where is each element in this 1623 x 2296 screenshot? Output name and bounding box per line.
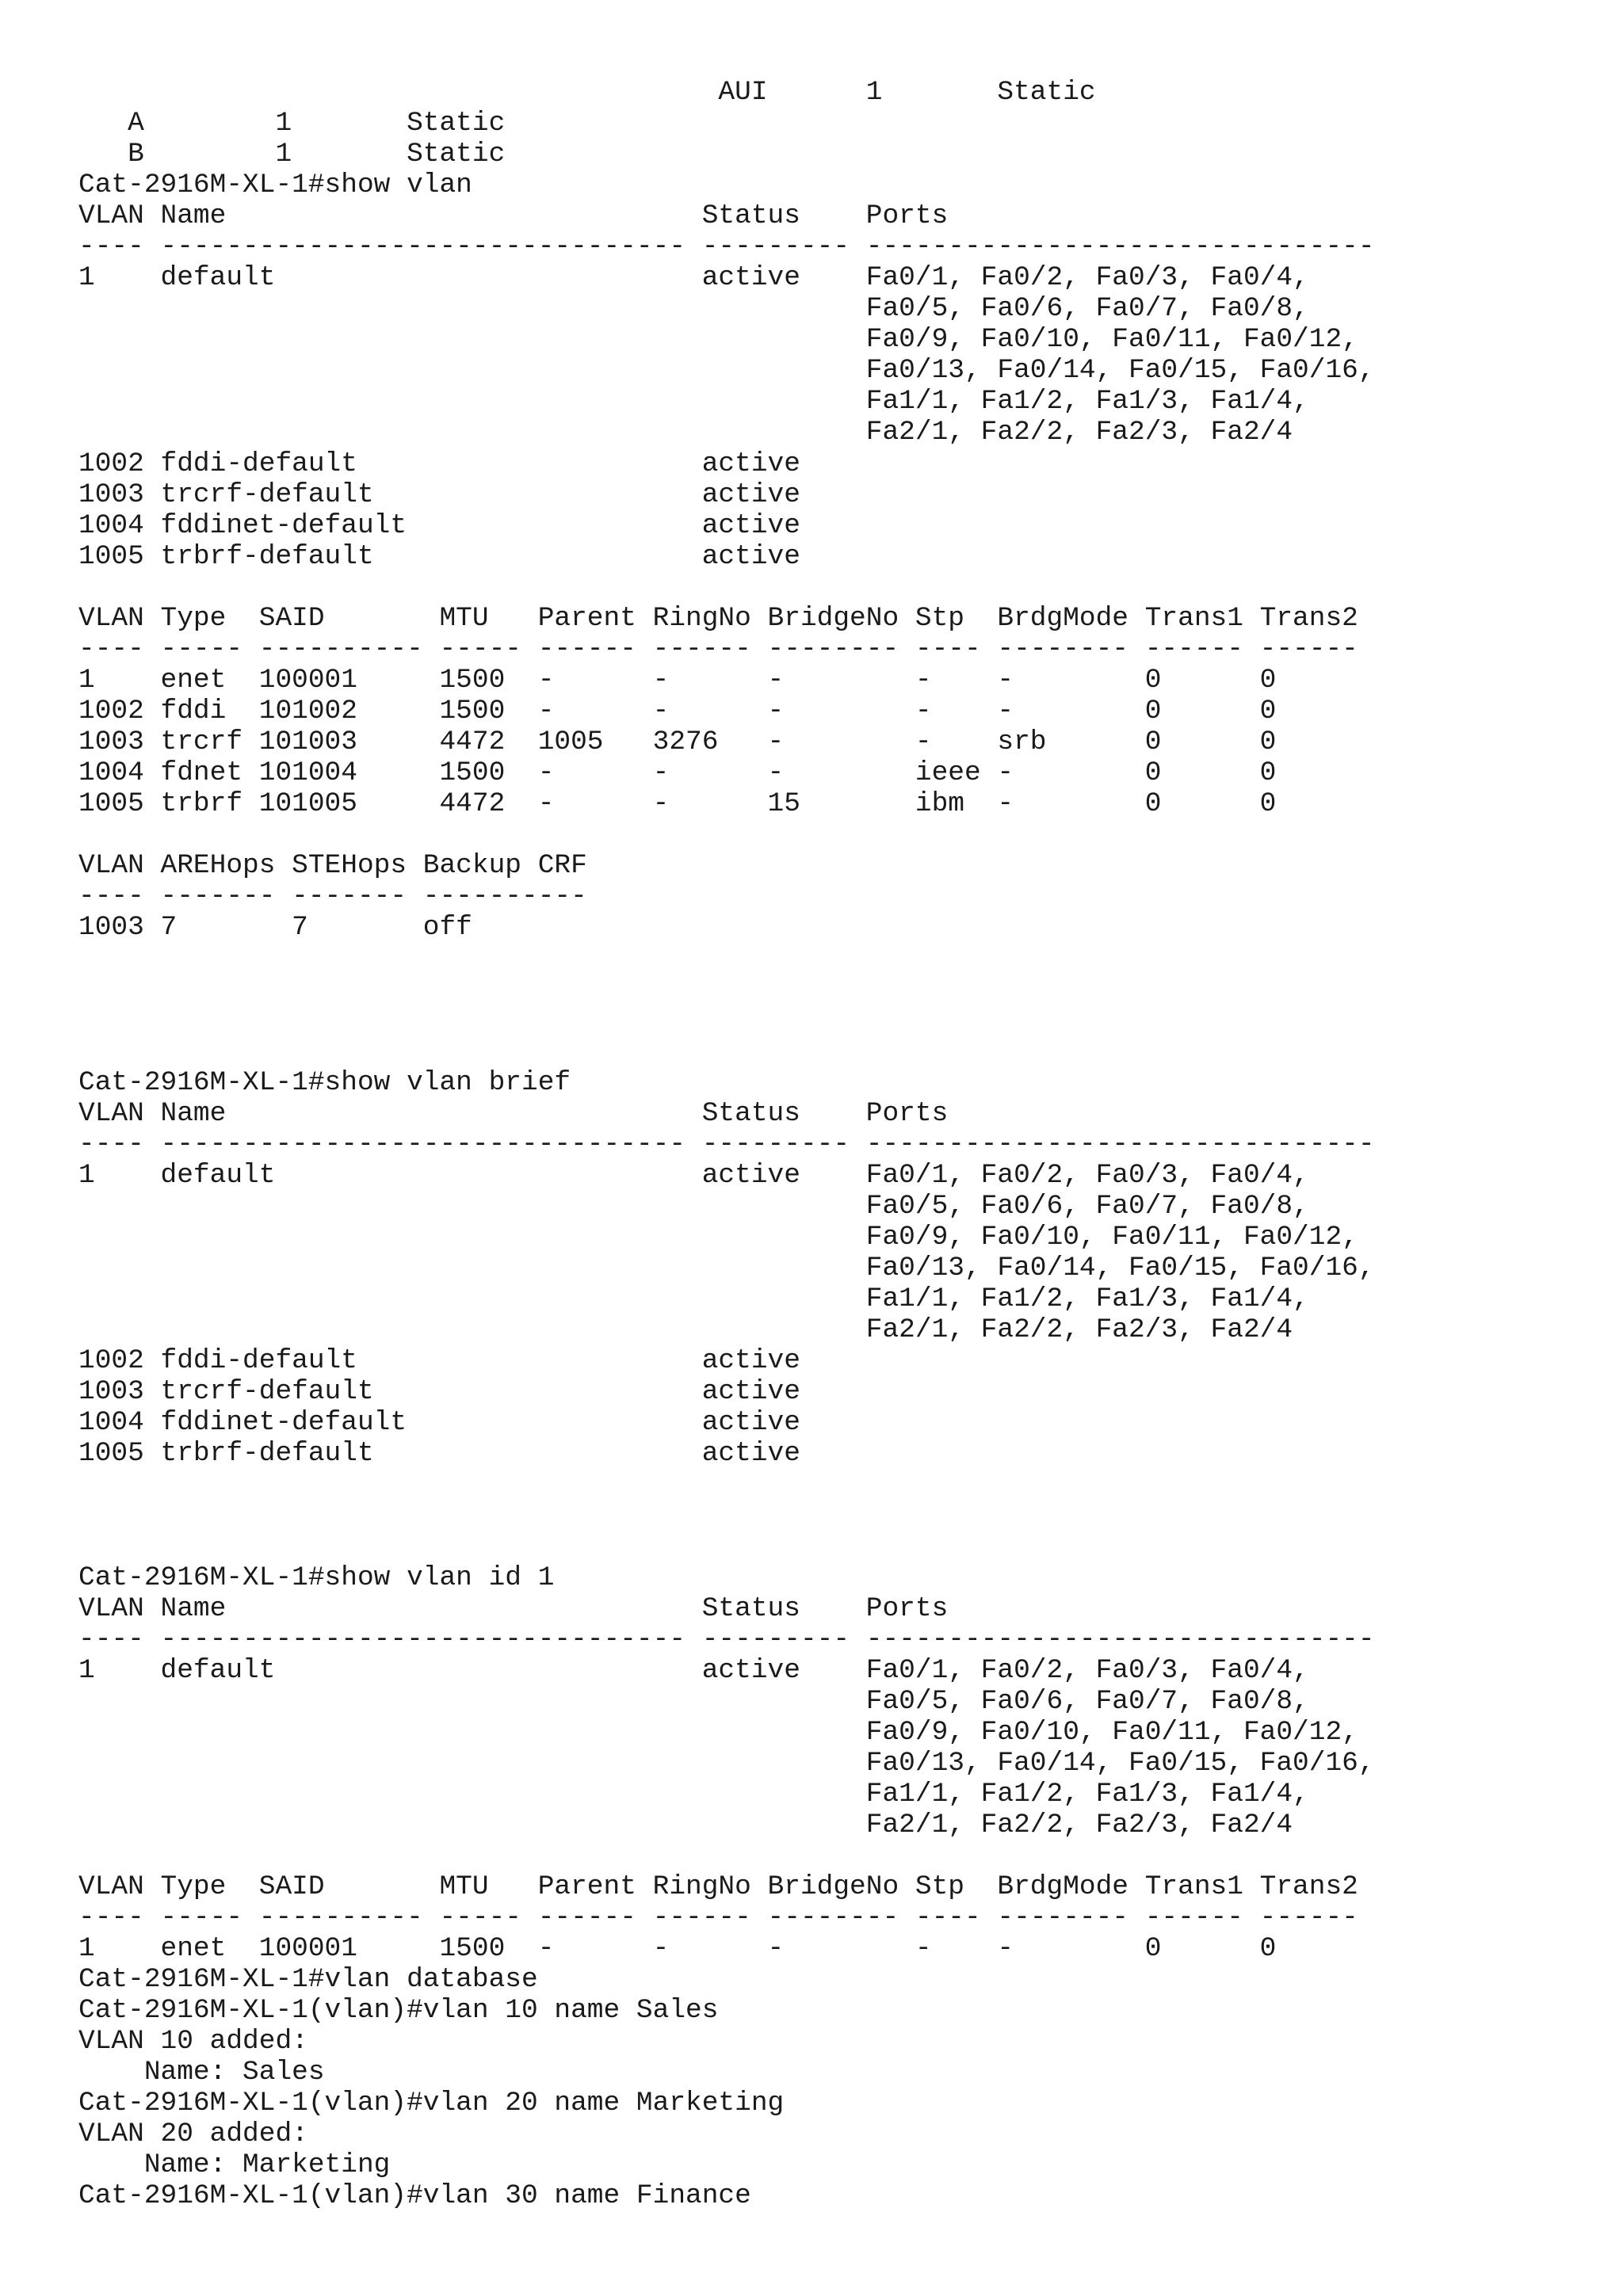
brief-row-1-ports: Fa0/9, Fa0/10, Fa0/11, Fa0/12,	[78, 1222, 1358, 1253]
vlan-id-type-table-divider: ---- ----- ---------- ----- ------ ------ -------- ---- -------- ------ ------	[78, 1902, 1358, 1933]
vlan-row-1-ports: Fa1/1, Fa1/2, Fa1/3, Fa1/4,	[78, 386, 1309, 417]
vlan-id-row-1: 1 default active Fa0/1, Fa0/2, Fa0/3, Fa0/4,	[78, 1655, 1309, 1686]
vlan-20-added-message: VLAN 20 added:	[78, 2119, 308, 2149]
vlan-row-1-ports: Fa0/9, Fa0/10, Fa0/11, Fa0/12,	[78, 324, 1358, 355]
vlan-id-type-table-header: VLAN Type SAID MTU Parent RingNo BridgeNo Stp BrdgMode Trans1 Trans2	[78, 1871, 1358, 1902]
vlan-10-name-line: Name: Sales	[78, 2057, 325, 2088]
brief-row-1-ports: Fa1/1, Fa1/2, Fa1/3, Fa1/4,	[78, 1283, 1309, 1314]
vlan-type-row-1004: 1004 fdnet 101004 1500 - - - ieee - 0 0	[78, 757, 1277, 788]
brief-row-1-ports: Fa0/13, Fa0/14, Fa0/15, Fa0/16,	[78, 1253, 1375, 1283]
brief-table-header: VLAN Name Status Ports	[78, 1098, 949, 1129]
vlan-row-1-ports: Fa0/5, Fa0/6, Fa0/7, Fa0/8,	[78, 293, 1309, 324]
vlan-row-1: 1 default active Fa0/1, Fa0/2, Fa0/3, Fa0/4,	[78, 262, 1309, 293]
vlan-id-type-row-1: 1 enet 100001 1500 - - - - - 0 0	[78, 1933, 1277, 1964]
vlan-20-name-line: Name: Marketing	[78, 2149, 391, 2180]
brief-row-1003: 1003 trcrf-default active	[78, 1376, 800, 1407]
vlan-table-header: VLAN Name Status Ports	[78, 200, 949, 231]
show-vlan-brief-command: Cat-2916M-XL-1#show vlan brief	[78, 1067, 571, 1098]
brief-row-1-ports: Fa0/5, Fa0/6, Fa0/7, Fa0/8,	[78, 1191, 1309, 1222]
brief-row-1-ports: Fa2/1, Fa2/2, Fa2/3, Fa2/4	[78, 1314, 1293, 1345]
vlan-type-table-divider: ---- ----- ---------- ----- ------ ------ -------- ---- -------- ------ ------	[78, 634, 1358, 665]
vlan-id-row-1-ports: Fa0/9, Fa0/10, Fa0/11, Fa0/12,	[78, 1717, 1358, 1748]
port-a-line: A 1 Static	[78, 108, 506, 139]
vlan-id-row-1-ports: Fa0/13, Fa0/14, Fa0/15, Fa0/16,	[78, 1748, 1375, 1779]
vlan-10-command: Cat-2916M-XL-1(vlan)#vlan 10 name Sales	[78, 1995, 719, 2026]
vlan-id-row-1-ports: Fa2/1, Fa2/2, Fa2/3, Fa2/4	[78, 1810, 1293, 1840]
vlan-id-row-1-ports: Fa1/1, Fa1/2, Fa1/3, Fa1/4,	[78, 1779, 1309, 1810]
vlan-row-1004: 1004 fddinet-default active	[78, 510, 800, 541]
vlan-id-row-1-ports: Fa0/5, Fa0/6, Fa0/7, Fa0/8,	[78, 1686, 1309, 1717]
vlan-id-table-divider: ---- -------------------------------- --------- -------------------------------	[78, 1624, 1375, 1655]
vlan-10-added-message: VLAN 10 added:	[78, 2026, 308, 2057]
crf-table-divider: ---- ------- ------- ----------	[78, 881, 587, 912]
brief-table-divider: ---- -------------------------------- --------- -------------------------------	[78, 1129, 1375, 1160]
vlan-20-command: Cat-2916M-XL-1(vlan)#vlan 20 name Marketing	[78, 2088, 785, 2119]
crf-table-header: VLAN AREHops STEHops Backup CRF	[78, 850, 587, 881]
show-vlan-command: Cat-2916M-XL-1#show vlan	[78, 170, 472, 200]
port-b-line: B 1 Static	[78, 139, 506, 170]
vlan-type-table-header: VLAN Type SAID MTU Parent RingNo BridgeNo Stp BrdgMode Trans1 Trans2	[78, 603, 1358, 634]
vlan-type-row-1002: 1002 fddi 101002 1500 - - - - - 0 0	[78, 696, 1277, 727]
vlan-id-table-header: VLAN Name Status Ports	[78, 1593, 949, 1624]
show-vlan-id-command: Cat-2916M-XL-1#show vlan id 1	[78, 1562, 555, 1593]
vlan-row-1-ports: Fa2/1, Fa2/2, Fa2/3, Fa2/4	[78, 417, 1293, 448]
vlan-database-command: Cat-2916M-XL-1#vlan database	[78, 1964, 538, 1995]
vlan-row-1002: 1002 fddi-default active	[78, 448, 800, 479]
vlan-type-row-1005: 1005 trbrf 101005 4472 - - 15 ibm - 0 0	[78, 788, 1277, 819]
vlan-row-1003: 1003 trcrf-default active	[78, 479, 800, 510]
vlan-30-command: Cat-2916M-XL-1(vlan)#vlan 30 name Finance	[78, 2180, 751, 2211]
vlan-row-1005: 1005 trbrf-default active	[78, 541, 800, 572]
crf-row-1003: 1003 7 7 off	[78, 912, 472, 943]
brief-row-1: 1 default active Fa0/1, Fa0/2, Fa0/3, Fa0/4,	[78, 1160, 1309, 1191]
brief-row-1002: 1002 fddi-default active	[78, 1345, 800, 1376]
vlan-table-divider: ---- -------------------------------- --------- -------------------------------	[78, 231, 1375, 262]
brief-row-1004: 1004 fddinet-default active	[78, 1407, 800, 1438]
vlan-type-row-1003: 1003 trcrf 101003 4472 1005 3276 - - srb 0 0	[78, 727, 1277, 757]
vlan-type-row-1: 1 enet 100001 1500 - - - - - 0 0	[78, 665, 1277, 696]
vlan-row-1-ports: Fa0/13, Fa0/14, Fa0/15, Fa0/16,	[78, 355, 1375, 386]
aui-port-line: AUI 1 Static	[78, 77, 1096, 108]
brief-row-1005: 1005 trbrf-default active	[78, 1438, 800, 1469]
